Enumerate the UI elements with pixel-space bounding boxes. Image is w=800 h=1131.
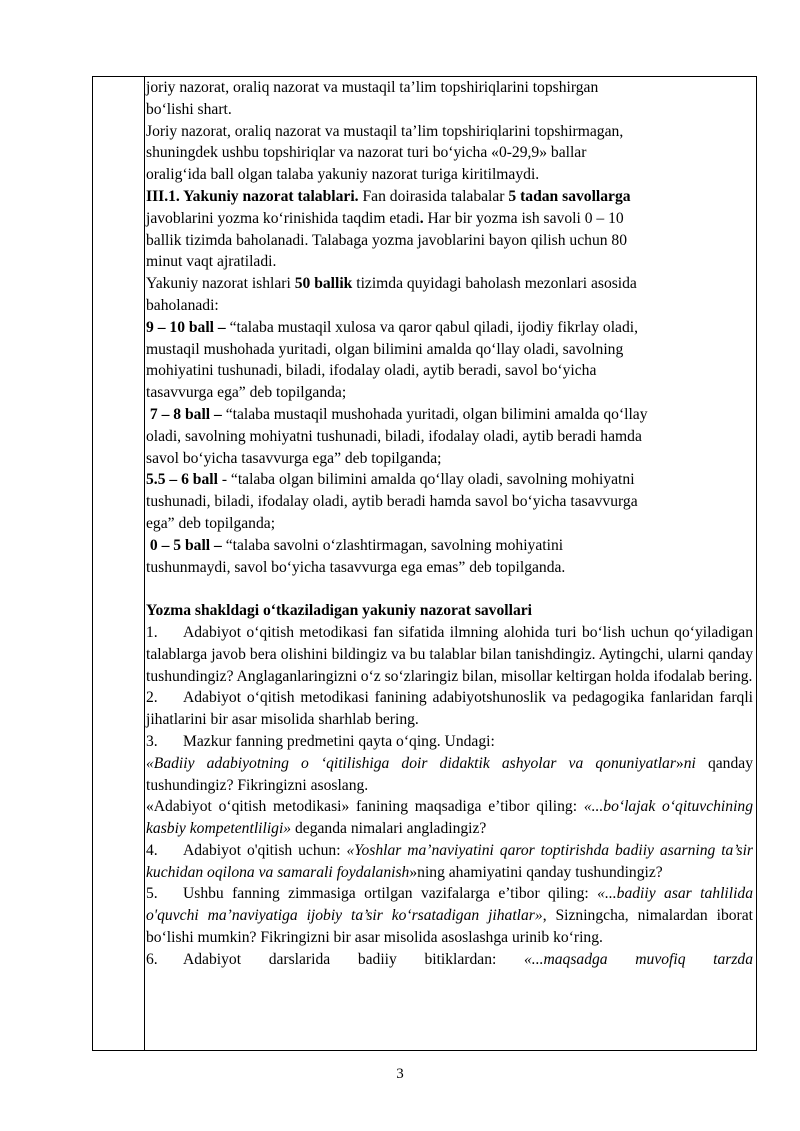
criterion-7-8: 7 – 8 ball – “talaba mustaqil mushohada yuritadi, olgan bilimini amalda qo‘llay: [146, 405, 648, 423]
criterion-label: 9 – 10 ball –: [146, 318, 226, 336]
document-body: joriy nazorat, oraliq nazorat va mustaqil ta’lim topshiriqlarini topshirgan bo‘lishi shart. Joriy nazorat, oraliq nazorat va mustaqil ta’lim topshiriqlarini topshirmagan, shuningdek ushbu topshiriqlar va nazorat turi bo‘yicha «0-29,9» ballar oralig‘ida ball olgan talaba yakuniy nazorat turiga kiritilmaydi. III.1. Yakuniy nazorat talablari. Fan doirasida talabalar 5 tadan savollarga javoblarini yozma ko‘rinishida taqdim etadi. Har bir yozma ish savoli 0 – 10 ballik tizimda baholanadi. Talabaga yozma javoblarini bayon qilish uchun 80 minut vaqt ajratiladi. Yakuniy nazorat ishlari 50 ballik tizimda quyidagi baholash mezonlari asosida baholanadi: 9 – 10 ball – “talaba mustaqil xulosa va qaror qabul qiladi, ijodiy fikrlay oladi, mustaqil mushohada yuritadi, olgan bilimini amalda qo‘llay oladi, savolning mohiyatini tushunadi, biladi, ifodalay oladi, aytib beradi, savol bo‘yicha tasavvurga ega” deb topilganda; 7 – 8 ball – “talaba mustaqil mushohada yuritadi, olgan bilimini amalda qo‘llay oladi, savolning mohiyatni tushunadi, biladi, ifodalay oladi, aytib beradi hamda savol bo‘yicha tasavvurga ega” deb topilganda; 5.5 – 6 ball - “talaba olgan bilimini amalda qo‘llay oladi, savolning mohiyatni tushunadi, biladi, ifodalay oladi, aytib beradi hamda savol bo‘yicha tasavvurga ega” deb topilganda; 0 – 5 ball – “talaba savolni o‘zlashtirmagan, savolning mohiyatini tushunmaydi, savol bo‘yicha tasavvurga ega emas” deb topilganda. Yozma shakldagi o‘tkaziladigan yakuniy nazorat savollari 1. Adabiyot o‘qitish metodikasi fan sifatida ilmning alohida turi bo‘lish uchun qo‘yiladigan talablarga javob bera olishini bildingiz va bu talablar bilan tanishdingiz. Aytingchi, ularni qanday tushundingiz? Anglaganlaringizni o‘z so‘zlaringiz bilan, misollar keltirgan holda ifodalab bering. 2. Adabiyot o‘qitish metodikasi fanining adabiyotshunoslik va pedagogika fanlaridan farqli jihatlarini bir asar misolida sharhlab bering. 3. Mazkur fanning predmetini qayta o‘qing. Undagi: «Badiiy adabiyotning o ‘qitilishiga doir didaktik ashyolar va qonuniyatlar»ni qanday tushundingiz? Fikringizni asoslang. «Adabiyot o‘qitish metodikasi» fanining maqsadiga e’tibor qiling: «...bo‘lajak o‘qituvchining kasbiy kompetentliligi» deganda nimalari angladingiz? 4. Adabiyot o'qitish uchun: «Yoshlar ma’naviyatini qaror toptirishda badiiy asarning ta’sir kuchidan oqilona va samarali foydalanish»ning ahamiyatini qanday tushundingiz? 5. Ushbu fanning zimmasiga ortilgan vazifalarga e’tibor qiling: «...badiiy asar tahlilida o'quvchi ma’naviyatiga ijobiy ta’sir ko‘rsatadigan jihatlar», Sizningcha, nimalardan iborat bo‘lishi mumkin? Fikringizni bir asar misolida asoslashga urinib ko‘ring. 6. Adabiyot darslarida badiiy bitiklardan: «...maqsadga muvofiq tarzda: [146, 77, 753, 971]
question-6: 6. Adabiyot darslarida badiiy bitiklardan: «...maqsadga muvofiq tarzda: [146, 950, 753, 968]
criterion-label: 7 – 8 ball –: [146, 405, 222, 423]
intro-line: joriy nazorat, oraliq nazorat va mustaqil ta’lim topshiriqlarini topshirgan: [146, 79, 599, 96]
question-3-goal: «Adabiyot o‘qitish metodikasi» fanining maqsadiga e’tibor qiling: «...bo‘lajak o‘qituvchining kasbiy kompetentliligi» deganda nimalari angladingiz?: [146, 798, 753, 838]
criterion-0-5: 0 – 5 ball – “talaba savolni o‘zlashtirmagan, savolning mohiyatini: [146, 536, 564, 554]
max-score: 50 ballik: [294, 275, 353, 293]
criterion-label: 5.5 – 6 ball: [146, 471, 218, 489]
question-1: 1. Adabiyot o‘qitish metodikasi fan sifatida ilmning alohida turi bo‘lish uchun qo‘yiladigan talablarga javob bera olishini bildingiz va bu talablar bilan tanishdingiz. Aytingchi, ularni qanday tushundingiz? Anglaganlaringizni o‘z so‘zlaringiz bilan, misollar keltirgan holda ifodalab bering.: [146, 623, 753, 685]
criterion-9-10: 9 – 10 ball – “talaba mustaqil xulosa va qaror qabul qiladi, ijodiy fikrlay oladi,: [146, 318, 638, 336]
criterion-label: 0 – 5 ball –: [146, 536, 222, 554]
intro-line: oralig‘ida ball olgan talaba yakuniy nazorat turiga kiritilmaydi.: [146, 166, 540, 184]
question-2: 2. Adabiyot o‘qitish metodikasi fanining adabiyotshunoslik va pedagogika fanlaridan farqli jihatlarini bir asar misolida sharhlab bering.: [146, 689, 753, 729]
criterion-5-6: 5.5 – 6 ball - “talaba olgan bilimini amalda qo‘llay oladi, savolning mohiyatni: [146, 471, 635, 489]
intro-line: Joriy nazorat, oraliq nazorat va mustaqil ta’lim topshiriqlarini topshirmagan,: [146, 122, 624, 140]
question-5: 5. Ushbu fanning zimmasiga ortilgan vazifalarga e’tibor qiling: «...badiiy asar tahlilida o'quvchi ma’naviyatiga ijobiy ta’sir ko‘rsatadigan jihatlar», Sizningcha, nimalardan iborat bo‘lishi mumkin? Fikringizni bir asar misolida asoslashga urinib ko‘ring.: [146, 885, 754, 947]
questions-title: Yozma shakldagi o‘tkaziladigan yakuniy nazorat savollari: [146, 602, 532, 620]
evaluation-intro: Yakuniy nazorat ishlari 50 ballik tizimda quyidagi baholash mezonlari asosida: [146, 275, 637, 293]
question-3-quote: «Badiiy adabiyotning o ‘qitilishiga doir didaktik ashyolar va qonuniyatlar»ni qanday tushundingiz? Fikringizni asoslang.: [146, 754, 753, 794]
intro-line: shuningdek ushbu topshiriqlar va nazorat turi bo‘yicha «0-29,9» ballar: [146, 144, 587, 162]
question-3: 3. Mazkur fanning predmetini qayta o‘qing. Undagi:: [146, 732, 495, 750]
table-column-divider: [144, 76, 145, 1051]
question-4: 4. Adabiyot o'qitish uchun: «Yoshlar ma’naviyatini qaror toptirishda badiiy asarning ta’sir kuchidan oqilona va samarali foydalanish»ning ahamiyatini qanday tushundingiz?: [146, 841, 753, 881]
table-bottom-border: [92, 1050, 757, 1051]
section-heading: III.1. Yakuniy nazorat talablari.: [146, 187, 359, 205]
question-count: 5 tadan savollarga: [508, 187, 631, 205]
blank-line: [146, 578, 753, 600]
section-requirements: III.1. Yakuniy nazorat talablari. Fan doirasida talabalar 5 tadan savollarga: [146, 187, 631, 205]
intro-line: bo‘lishi shart.: [146, 100, 232, 118]
page-number: 3: [396, 1066, 404, 1082]
